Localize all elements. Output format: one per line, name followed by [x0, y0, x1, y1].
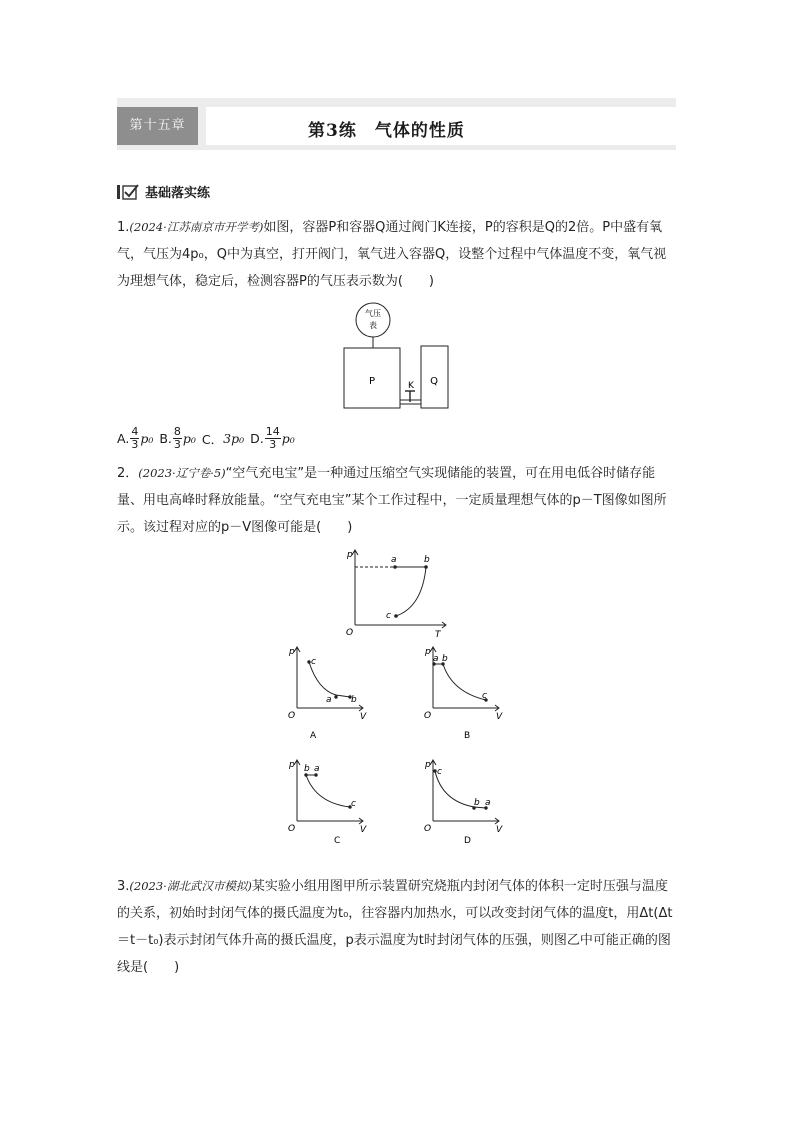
graph-d-label-b: b — [474, 798, 480, 808]
graph-c-ylabel: p — [289, 760, 295, 770]
page-title: 第3练 气体的性质 — [308, 121, 465, 141]
graph-b-origin: O — [424, 711, 432, 721]
option-b-letter: B. — [159, 431, 172, 446]
graph-b-label-a: a — [433, 654, 439, 664]
graph-d-origin: O — [424, 824, 432, 834]
option-c[interactable] — [202, 430, 244, 448]
chapter-tag: 第十五章 — [117, 107, 198, 145]
option-a-den: 3 — [131, 438, 139, 451]
pv-graph-a — [282, 642, 372, 742]
question-3-text: 某实验小组用图甲所示装置研究烧瓶内封闭气体的体积一定时压强与温度的关系，初始时封闭气体的摄氏温度为t₀，往容器内加热水，可以改变封闭气体的温度t，用Δt(Δt＝t－t₀)表示封闭气体升高的摄氏温度，p表示温度为t时封闭气体的压强，则图乙中可能正确的图线是( ) — [117, 879, 673, 975]
question-1-text: 如图，容器P和容器Q通过阀门K连接，P的容积是Q的2倍。P中盛有氧气，气压为4p₀，Q中为真空，打开阀门，氧气进入容器Q，设整个过程中气体温度不变，氧气视为理想气体，稳定后，检测容器P的气压表示数为( ) — [117, 220, 667, 289]
pt-ylabel: p — [347, 550, 353, 560]
option-b-den: 3 — [173, 438, 181, 451]
question-2-number: 2． — [117, 466, 139, 481]
graph-b-ylabel: p — [425, 647, 431, 657]
graph-c-label-b: b — [304, 764, 310, 774]
question-1-number: 1. — [117, 220, 130, 235]
pt-origin: O — [346, 628, 354, 638]
option-b-num: 8 — [173, 425, 181, 438]
question-2-source: (2023·辽宁卷·5) — [138, 466, 226, 480]
checkbox-icon — [117, 184, 139, 200]
option-b[interactable] — [159, 426, 196, 451]
graph-a-ylabel: p — [289, 647, 295, 657]
option-d-fraction — [265, 426, 281, 451]
option-a-tail: p₀ — [140, 431, 154, 446]
question-3-number: 3. — [117, 879, 130, 894]
graph-a-origin: O — [288, 711, 296, 721]
graph-c-label-c: c — [351, 799, 356, 809]
option-a-fraction — [130, 426, 139, 451]
graph-d-caption: D — [464, 836, 471, 846]
graph-c-label-a: a — [314, 764, 320, 774]
graph-a-xlabel: V — [360, 712, 367, 722]
pt-label-c: c — [386, 611, 391, 621]
graph-b-label-b: b — [442, 654, 448, 664]
section-label — [117, 182, 210, 201]
gauge-label-1: 气压 — [365, 309, 381, 318]
option-a-letter: A. — [117, 431, 130, 446]
pt-graph — [340, 545, 455, 640]
question-1-options — [117, 426, 301, 451]
graph-d-label-c: c — [437, 767, 442, 777]
valve-k-label: K — [408, 381, 414, 391]
pt-label-a: a — [391, 555, 397, 565]
question-2 — [117, 460, 677, 541]
option-d[interactable] — [250, 426, 295, 451]
pt-label-b: b — [424, 555, 430, 565]
graph-a-label-c: c — [311, 657, 316, 667]
question-3-source: (2023·湖北武汉市模拟) — [129, 879, 252, 893]
graph-d-xlabel: V — [496, 825, 503, 835]
graph-c-caption: C — [334, 836, 341, 846]
graph-c-origin: O — [288, 824, 296, 834]
question-1-source: (2024·江苏南京市开学考) — [129, 220, 264, 234]
graph-c-xlabel: V — [360, 825, 367, 835]
pt-xlabel: T — [435, 630, 441, 640]
option-b-tail: p₀ — [182, 431, 196, 446]
option-d-num: 14 — [265, 425, 280, 438]
graph-a-label-b: b — [351, 695, 357, 705]
question-2-text: “空气充电宝”是一种通过压缩空气实现储能的装置，可在用电低谷时储存能量、用电高峰时释放能量。“空气充电宝”某个工作过程中，一定质量理想气体的p－T图像如图所示。该过程对应的p－V图像可能是( ) — [117, 466, 667, 535]
container-diagram — [330, 298, 470, 413]
graph-a-caption: A — [310, 731, 317, 741]
section-title: 基础落实练 — [145, 186, 211, 201]
option-a[interactable] — [117, 426, 153, 451]
graph-d-label-a: a — [485, 798, 491, 808]
question-1 — [117, 214, 677, 295]
option-d-letter: D. — [250, 431, 264, 446]
question-3 — [117, 873, 677, 981]
option-c-value: 3p₀ — [223, 431, 245, 446]
pv-graph-c — [282, 755, 372, 855]
graph-b-caption: B — [464, 731, 471, 741]
container-p-label: P — [368, 376, 376, 387]
graph-a-label-a: a — [326, 695, 332, 705]
option-d-den: 3 — [269, 438, 277, 451]
option-c-letter: C． — [201, 431, 224, 447]
option-d-tail: p₀ — [281, 431, 295, 446]
option-a-num: 4 — [131, 425, 139, 438]
graph-b-label-c: c — [482, 691, 487, 701]
pv-graph-b — [418, 642, 508, 742]
container-q-label: Q — [430, 376, 438, 387]
gauge-label-2: 表 — [369, 321, 377, 330]
graph-d-ylabel: p — [425, 760, 431, 770]
pv-graph-d — [418, 755, 508, 855]
graph-b-xlabel: V — [496, 712, 503, 722]
option-b-fraction — [173, 426, 182, 451]
